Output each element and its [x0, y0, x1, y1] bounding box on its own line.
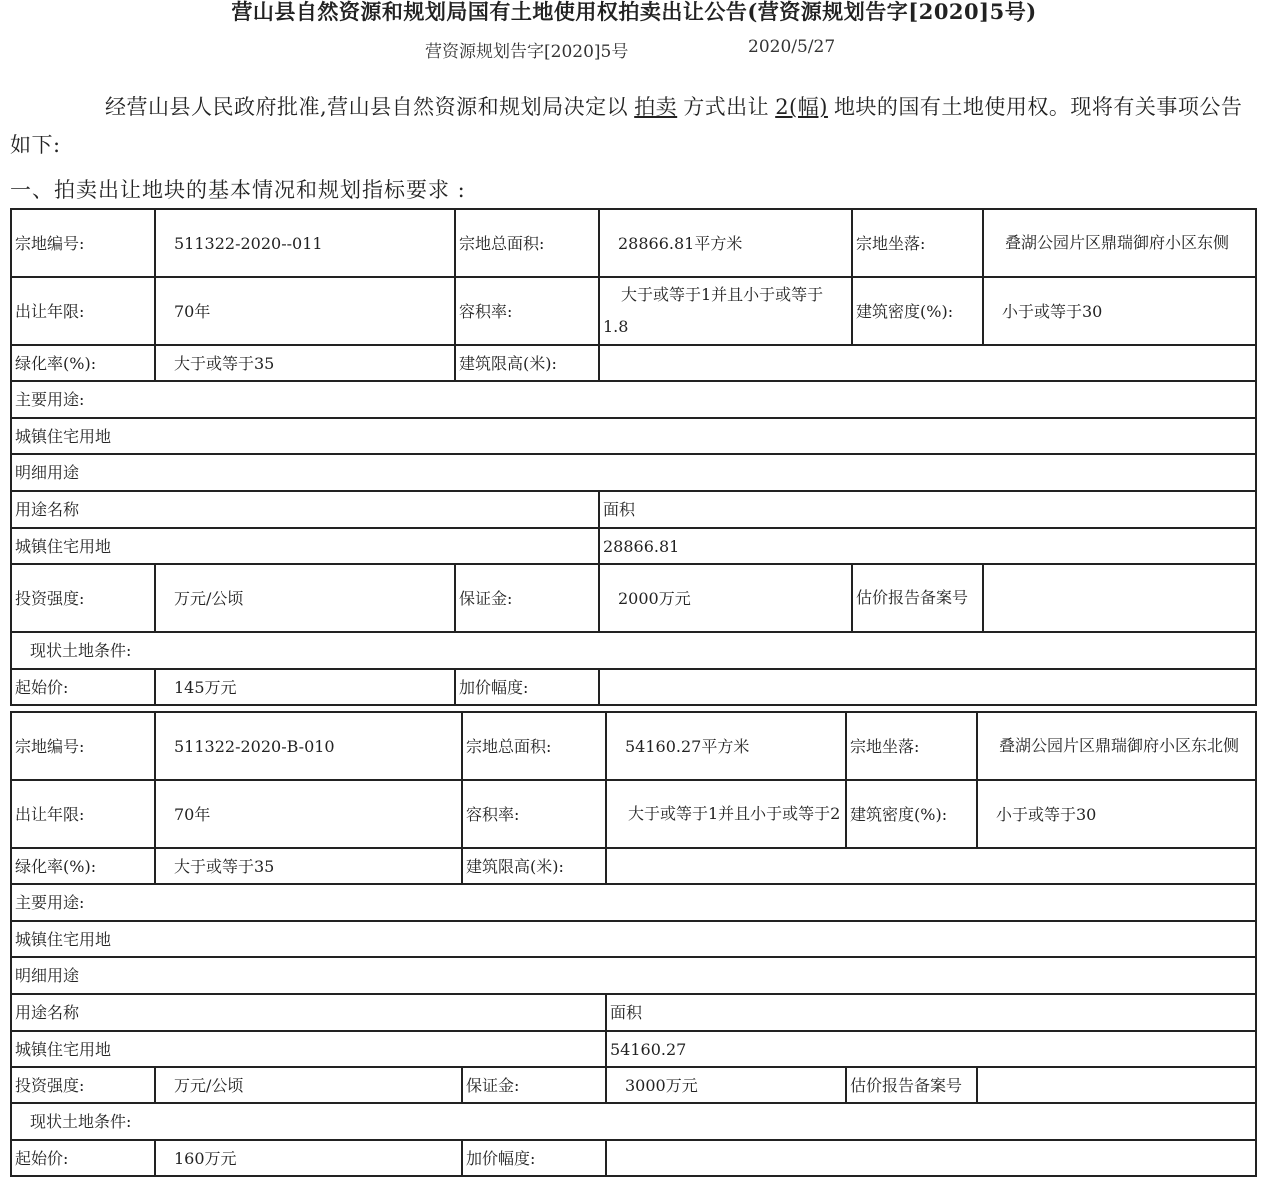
main-use-label: 主要用途: — [11, 381, 1256, 418]
increment-label: 加价幅度: — [455, 669, 599, 705]
start-price-label: 起始价: — [11, 669, 155, 705]
area-header: 面积 — [606, 994, 1256, 1031]
appraisal-label: 估价报告备案号 — [852, 564, 983, 632]
height-label: 建筑限高(米): — [462, 848, 606, 884]
table-row — [11, 884, 1256, 921]
plot-ratio-value: 大于或等于1并且小于或等于1.8 — [599, 277, 852, 345]
height-label: 建筑限高(米): — [455, 345, 599, 381]
main-use-label: 主要用途: — [11, 884, 1256, 921]
table-row — [11, 712, 1256, 780]
document-number: 营资源规划告字[2020]5号 — [425, 42, 629, 62]
total-area-label: 宗地总面积: — [462, 712, 606, 780]
table-row — [11, 209, 1256, 277]
table-row — [11, 994, 1256, 1031]
term-label: 出让年限: — [11, 277, 155, 345]
sale-method: 拍卖 — [634, 95, 678, 119]
deposit-value: 3000万元 — [606, 1067, 846, 1103]
term-value: 70年 — [155, 780, 462, 848]
appraisal-label: 估价报告备案号 — [846, 1067, 977, 1103]
density-label: 建筑密度(%): — [846, 780, 977, 848]
announcement-title: 营山县自然资源和规划局国有土地使用权拍卖出让公告(营资源规划告字[2020]5号) — [231, 0, 1037, 24]
table-row — [11, 1103, 1256, 1140]
use-name-value: 城镇住宅用地 — [11, 1031, 606, 1067]
use-name-header: 用途名称 — [11, 491, 599, 528]
increment-label: 加价幅度: — [462, 1140, 606, 1176]
density-value: 小于或等于30 — [983, 277, 1256, 345]
table-row — [11, 491, 1256, 528]
table-row — [11, 277, 1256, 345]
start-price-value: 145万元 — [155, 669, 455, 705]
table-row — [11, 454, 1256, 491]
start-price-label: 起始价: — [11, 1140, 155, 1176]
term-value: 70年 — [155, 277, 455, 345]
density-value: 小于或等于30 — [977, 780, 1256, 848]
table-row — [11, 528, 1256, 564]
table-row — [11, 1031, 1256, 1067]
table-row — [11, 345, 1256, 381]
main-use-value: 城镇住宅用地 — [11, 418, 1256, 454]
total-area-value: 28866.81平方米 — [599, 209, 852, 277]
detail-use-label: 明细用途 — [11, 454, 1256, 491]
height-value — [606, 848, 1256, 884]
invest-label: 投资强度: — [11, 564, 155, 632]
height-value — [599, 345, 1256, 381]
condition-label: 现状土地条件: — [11, 632, 1256, 669]
appraisal-value — [983, 564, 1256, 632]
intro-paragraph — [10, 88, 1250, 164]
green-label: 绿化率(%): — [11, 345, 155, 381]
plot-ratio-value: 大于或等于1并且小于或等于2 — [606, 780, 846, 848]
deposit-label: 保证金: — [462, 1067, 606, 1103]
use-name-value: 城镇住宅用地 — [11, 528, 599, 564]
appraisal-value — [977, 1067, 1256, 1103]
parcel-no-value: 511322-2020--011 — [155, 209, 455, 277]
total-area-value: 54160.27平方米 — [606, 712, 846, 780]
term-label: 出让年限: — [11, 780, 155, 848]
use-area-value: 28866.81 — [599, 528, 1256, 564]
location-label: 宗地坐落: — [846, 712, 977, 780]
detail-use-label: 明细用途 — [11, 957, 1256, 994]
table-row — [11, 957, 1256, 994]
table-row — [11, 418, 1256, 454]
total-area-label: 宗地总面积: — [455, 209, 599, 277]
green-value: 大于或等于35 — [155, 848, 462, 884]
section-heading: 一、拍卖出让地块的基本情况和规划指标要求 : — [10, 178, 466, 202]
deposit-label: 保证金: — [455, 564, 599, 632]
parcel-table-2 — [10, 711, 1257, 1177]
table-row — [11, 564, 1256, 632]
location-label: 宗地坐落: — [852, 209, 983, 277]
deposit-value: 2000万元 — [599, 564, 852, 632]
increment-value — [599, 669, 1256, 705]
invest-value: 万元/公顷 — [155, 1067, 462, 1103]
intro-text-1: 经营山县人民政府批准,营山县自然资源和规划局决定以 — [105, 95, 629, 119]
table-row — [11, 921, 1256, 957]
main-use-value: 城镇住宅用地 — [11, 921, 1256, 957]
table-row — [11, 381, 1256, 418]
parcel-no-label: 宗地编号: — [11, 209, 155, 277]
use-name-header: 用途名称 — [11, 994, 606, 1031]
density-label: 建筑密度(%): — [852, 277, 983, 345]
location-value: 叠湖公园片区鼎瑞御府小区东北侧 — [977, 712, 1256, 780]
intro-text-2: 方式出让 — [683, 95, 770, 119]
parcel-count: 2(幅) — [775, 95, 828, 119]
green-value: 大于或等于35 — [155, 345, 455, 381]
plot-ratio-label: 容积率: — [455, 277, 599, 345]
plot-ratio-label: 容积率: — [462, 780, 606, 848]
table-row — [11, 1140, 1256, 1176]
table-row — [11, 632, 1256, 669]
publish-date: 2020/5/27 — [748, 37, 836, 57]
location-value: 叠湖公园片区鼎瑞御府小区东侧 — [983, 209, 1256, 277]
parcel-no-label: 宗地编号: — [11, 712, 155, 780]
invest-label: 投资强度: — [11, 1067, 155, 1103]
invest-value: 万元/公顷 — [155, 564, 455, 632]
green-label: 绿化率(%): — [11, 848, 155, 884]
table-row — [11, 780, 1256, 848]
parcel-no-value: 511322-2020-B-010 — [155, 712, 462, 780]
intro-text-3: 地块的国有土地使用权。现将有关事项公告如下: — [10, 95, 1243, 157]
condition-label: 现状土地条件: — [11, 1103, 1256, 1140]
increment-value — [606, 1140, 1256, 1176]
parcel-table-1 — [10, 208, 1257, 706]
start-price-value: 160万元 — [155, 1140, 462, 1176]
table-row — [11, 848, 1256, 884]
area-header: 面积 — [599, 491, 1256, 528]
use-area-value: 54160.27 — [606, 1031, 1256, 1067]
table-row — [11, 1067, 1256, 1103]
table-row — [11, 669, 1256, 705]
